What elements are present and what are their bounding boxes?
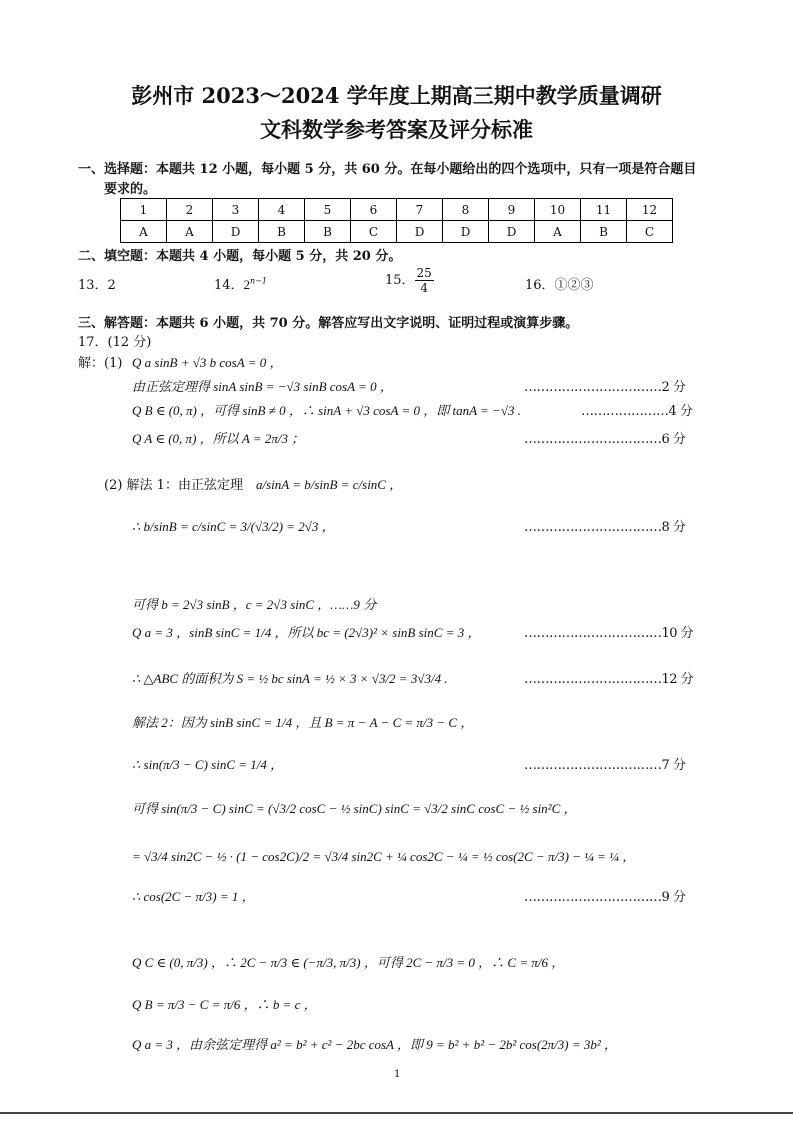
q14-answer — [214, 274, 267, 293]
solution-line-14: ∴ cos(2C − π/3) = 1 ， — [132, 889, 255, 904]
solution-line-1: Q a sinB + √3 b cosA = 0 ， — [132, 355, 283, 370]
table-cell: 2 — [167, 199, 213, 221]
solution-line-8: Q a = 3 ，sinB sinC = 1/4 ，所以 bc = (2√3)² × sinB sinC = 3 ， — [132, 625, 481, 640]
score-marker: ……………………………10 分 — [524, 626, 694, 641]
q14-exponent: n−1 — [250, 276, 267, 286]
page-title-line1: 彭州市 2023～2024 学年度上期高三期中教学质量调研 — [131, 83, 662, 108]
table-cell: 3 — [213, 199, 259, 221]
section1-heading: 一、选择题：本题共 12 小题，每小题 5 分，共 60 分。在每小题给出的四个选项中，只有一项是符合题目 — [78, 162, 697, 177]
page-title-line2: 文科数学参考答案及评分标准 — [260, 117, 533, 142]
table-cell: 6 — [351, 199, 397, 221]
solution-line-15: Q C ∈ (0, π/3) ，∴ 2C − π/3 ∈ (−π/3, π/3) ，可得 2C − π/3 = 0 ，∴ C = π/6 ， — [132, 955, 565, 970]
solution-line-16: Q B = π/3 − C = π/6 ，∴ b = c ， — [132, 997, 317, 1012]
solution-part2-label: (2) 解法 1：由正弦定理 — [104, 478, 243, 493]
score-marker: ……………………………8 分 — [524, 520, 686, 535]
solution-line-4: Q A ∈ (0, π) ，所以 A = 2π/3 ； — [132, 431, 305, 446]
method2-intro: 解法 2：因为 sinB sinC = 1/4 ，且 B = π − A − C = π/3 − C ， — [132, 715, 474, 730]
table-cell: A — [167, 221, 213, 243]
q15-numerator: 25 — [416, 266, 432, 280]
score-marker: ……………………………9 分 — [524, 890, 686, 905]
table-cell: D — [489, 221, 535, 243]
table-cell: 11 — [581, 199, 627, 221]
table-cell: A — [535, 221, 581, 243]
solution-line-9: ∴ △ABC 的面积为 S = ½ bc sinA = ½ × 3 × √3/2 = 3√3/4 . — [132, 671, 448, 686]
solution-line-6: ∴ b/sinB = c/sinC = 3/(√3/2) = 2√3 ， — [132, 519, 335, 534]
section3-heading: 三、解答题：本题共 6 小题，共 70 分。解答应写出文字说明、证明过程或演算步骤。 — [78, 316, 579, 331]
solution-line-12: 可得 sin(π/3 − C) sinC = (√3/2 cosC − ½ sinC) sinC = √3/2 sinC cosC − ½ sin²C ， — [132, 801, 577, 816]
table-cell: A — [121, 221, 167, 243]
page-number: 1 — [394, 1069, 401, 1080]
q16-answer: 16．①②③ — [525, 278, 594, 293]
table-cell: D — [397, 221, 443, 243]
table-cell: C — [627, 221, 673, 243]
solution-part1-label: 解：(1) — [78, 356, 123, 371]
table-cell: 9 — [489, 199, 535, 221]
table-cell: 12 — [627, 199, 673, 221]
solution-line-13: = √3/4 sin2C − ½ · (1 − cos2C)/2 = √3/4 sin2C + ¼ cos2C − ¼ = ½ cos(2C − π/3) − ¼ = ¼ ， — [132, 849, 636, 864]
answer-table-answers-row — [121, 221, 673, 243]
q15-label: 15． — [385, 273, 415, 288]
table-cell: 5 — [305, 199, 351, 221]
table-cell: 8 — [443, 199, 489, 221]
section2-heading: 二、填空题：本题共 4 小题，每小题 5 分，共 20 分。 — [78, 249, 402, 264]
table-cell: B — [305, 221, 351, 243]
q15-answer — [385, 266, 434, 295]
q15-denominator: 4 — [420, 281, 428, 295]
table-cell: 10 — [535, 199, 581, 221]
table-cell: B — [581, 221, 627, 243]
q14-label: 14． — [214, 278, 244, 293]
answer-table-numbers-row — [121, 199, 673, 221]
score-marker: ……………………………12 分 — [524, 672, 694, 687]
answer-table — [120, 198, 673, 243]
solution-line-7: 可得 b = 2√3 sinB ，c = 2√3 sinC ，……9 分 — [132, 597, 377, 612]
table-cell: B — [259, 221, 305, 243]
score-marker: …………………4 分 — [581, 404, 693, 419]
sine-rule-equation: a/sinA = b/sinB = c/sinC ， — [256, 477, 403, 492]
section1-heading-cont: 要求的。 — [104, 182, 157, 197]
q17-label: 17．(12 分) — [78, 335, 152, 350]
bottom-divider — [0, 1112, 793, 1114]
score-marker: ……………………………2 分 — [524, 380, 686, 395]
table-cell: D — [213, 221, 259, 243]
table-cell: 7 — [397, 199, 443, 221]
score-marker: ……………………………6 分 — [524, 432, 686, 447]
table-cell: 4 — [259, 199, 305, 221]
solution-line-11: ∴ sin(π/3 − C) sinC = 1/4 ， — [132, 757, 284, 772]
table-cell: C — [351, 221, 397, 243]
solution-line-3: Q B ∈ (0, π) ，可得 sinB ≠ 0 ，∴ sinA + √3 cosA = 0 ，即 tanA = −√3 . — [132, 403, 521, 418]
table-cell: D — [443, 221, 489, 243]
solution-line-17: Q a = 3 ，由余弦定理得 a² = b² + c² − 2bc cosA ，即 9 = b² + b² − 2b² cos(2π/3) = 3b² ， — [132, 1037, 618, 1052]
score-marker: ……………………………7 分 — [524, 758, 686, 773]
table-cell: 1 — [121, 199, 167, 221]
q13-answer: 13．2 — [78, 278, 116, 293]
solution-line-2: 由正弦定理得 sinA sinB = −√3 sinB cosA = 0 ， — [132, 379, 393, 394]
q14-base: 2 — [243, 277, 251, 292]
